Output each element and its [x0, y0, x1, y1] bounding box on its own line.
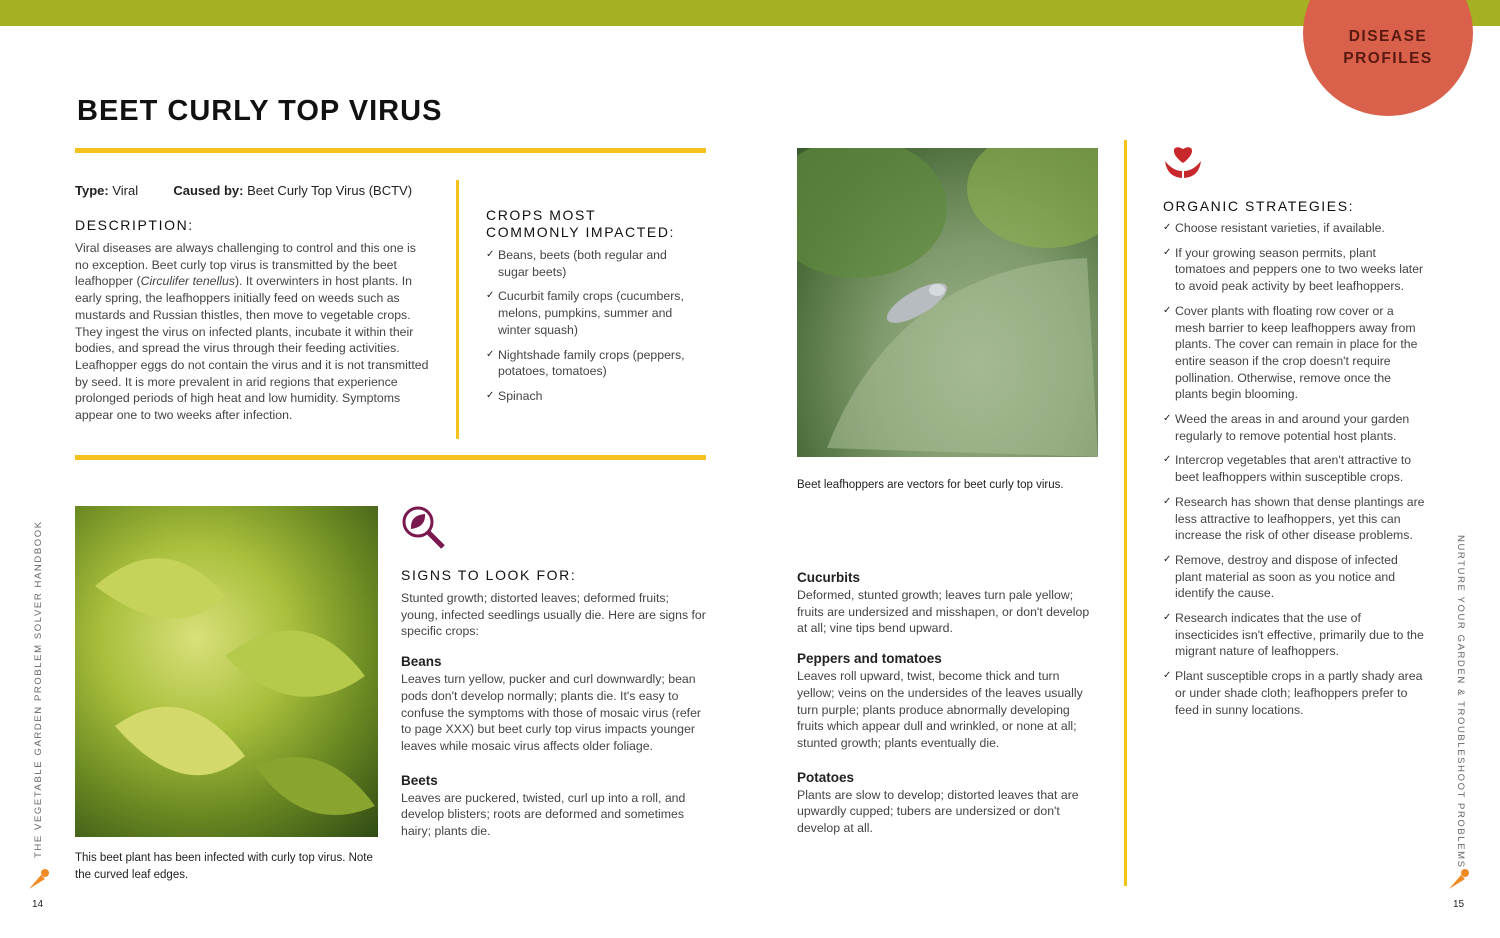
crop-sign-text: Deformed, stunted growth; leaves turn pale yellow; fruits are undersized and misshapen, or don't develop at all; vine tips bend upward.: [797, 588, 1090, 636]
badge-line-2: PROFILES: [1343, 50, 1433, 67]
top-color-bar: [0, 0, 1500, 26]
list-item: ✓ Cucurbit family crops (cucumbers, melons, pumpkins, summer and winter squash): [486, 288, 686, 338]
type-value: Viral: [112, 183, 139, 198]
list-item: ✓ Research indicates that the use of insecticides isn't effective, primarily due to the migrant nature of leafhoppers.: [1163, 610, 1425, 660]
carrot-icon: [27, 867, 51, 896]
crop-sign-text: Leaves roll upward, twist, become thick and turn yellow; veins on the undersides of the leaves usually turn purple; plants produce abnormally developing fruits which appear dull and wrinkled, or none at all; stunted growth; plants eventually die.: [797, 669, 1083, 750]
description-text-part: ). It overwinters in host plants. In early spring, the leafhoppers initially feed on weeds such as mustards and Russian thistles, then move to vegetable crops. They ingest the virus on infected plants, incubate it within their bodies, and spread the virus through their feeding activities. Leafhopper eggs do not contain the virus and it is not transmitted by seed. It is more prevalent in arid regions that experience prolonged periods of high heat and low humidity. Symptoms appear one to two weeks after infection.: [75, 274, 429, 423]
crop-name: Cucurbits: [797, 570, 861, 585]
crop-sign-peppers-tomatoes: [797, 651, 1097, 752]
heart-hands-icon: [1163, 141, 1203, 186]
signs-section: [401, 567, 706, 854]
description-section: [75, 217, 430, 424]
list-item: ✓ If your growing season permits, plant tomatoes and peppers one to two weeks later to avoid peak activity by beet leafhoppers.: [1163, 245, 1425, 295]
list-item: ✓ Choose resistant varieties, if available.: [1163, 220, 1425, 237]
crop-name: Peppers and tomatoes: [797, 651, 942, 667]
signs-intro: Stunted growth; distorted leaves; deformed fruits; young, infected seedlings usually die. Here are signs for specific crops:: [401, 591, 706, 639]
description-heading: DESCRIPTION:: [75, 217, 194, 233]
divider: [1124, 140, 1127, 886]
crop-sign-beans: [401, 654, 706, 755]
list-item: ✓ Remove, destroy and dispose of infected plant material as soon as you notice and identify the cause.: [1163, 552, 1425, 602]
crops-section: [486, 207, 686, 413]
crop-name: Potatoes: [797, 769, 855, 785]
carrot-icon: [1447, 867, 1471, 896]
crops-list: [486, 247, 686, 405]
photo2-caption: This beet plant has been infected with curly top virus. Note the curved leaf edges.: [75, 852, 373, 881]
photo1-caption: Beet leafhoppers are vectors for beet curly top virus.: [797, 479, 1064, 491]
crop-sign-text: Leaves are puckered, twisted, curl up into a roll, and develop blisters; roots are deformed and sometimes hairy; plants die.: [401, 790, 686, 839]
beet-plant-photo: [75, 506, 378, 837]
divider: [75, 148, 706, 153]
list-item: ✓ Research has shown that dense plantings are less attractive to leafhoppers, yet this can increase the risk of other disease problems.: [1163, 494, 1425, 544]
page-number-left: 14: [32, 899, 44, 910]
crops-heading: CROPS MOST COMMONLY IMPACTED:: [486, 207, 676, 240]
crop-sign-beets: [401, 773, 706, 840]
crop-name: Beets: [401, 772, 438, 788]
crop-sign-text: Leaves turn yellow, pucker and curl downwardly; bean pods don't develop normally; plants die. It's easy to confuse the symptoms with those of mosaic virus (refer to page XXX) but beet curly top virus impacts younger leaves while mosaic virus affects older foliage.: [401, 672, 702, 753]
leafhopper-photo: [797, 148, 1098, 457]
magnifier-leaf-icon: [401, 505, 447, 556]
signs-heading: SIGNS TO LOOK FOR:: [401, 567, 577, 583]
type-label: Type:: [75, 183, 109, 198]
badge-line-1: DISEASE: [1348, 28, 1428, 45]
description-text-part: Viral diseases are always challenging to control and this one is no exception. Beet curly top virus is transmitted by the beet leafhopper (: [75, 241, 416, 289]
list-item: ✓ Spinach: [486, 388, 686, 405]
cause-value: Beet Curly Top Virus (BCTV): [247, 183, 413, 198]
crop-name: Beans: [401, 654, 442, 670]
divider: [75, 455, 706, 460]
disease-meta: [75, 183, 412, 198]
list-item: ✓ Cover plants with floating row cover or a mesh barrier to keep leafhoppers away from plants. The cover can remain in place for the entire season if the crop doesn't require pollination. Otherwise, remove once the plants begin blooming.: [1163, 303, 1425, 403]
page-title: BEET CURLY TOP VIRUS: [77, 95, 443, 127]
list-item: ✓ Weed the areas in and around your garden regularly to remove potential host plants.: [1163, 411, 1425, 444]
list-item: ✓ Intercrop vegetables that aren't attractive to beet leafhoppers within susceptible crops.: [1163, 452, 1425, 485]
list-item: ✓ Beans, beets (both regular and sugar beets): [486, 247, 686, 280]
page-number-right: 15: [1453, 899, 1465, 910]
section-badge: [1303, 0, 1473, 116]
left-running-head: THE VEGETABLE GARDEN PROBLEM SOLVER HANDBOOK: [33, 520, 44, 858]
organic-list: [1163, 220, 1425, 718]
leafhopper-image: [797, 148, 1098, 457]
crop-sign-potatoes: [797, 770, 1097, 837]
beet-leaves-image: [75, 506, 378, 837]
cause-label: Caused by:: [173, 183, 244, 198]
organic-heading: ORGANIC STRATEGIES:: [1163, 198, 1355, 214]
signs-section-continued: [797, 570, 1097, 851]
divider: [456, 180, 459, 439]
crop-sign-text: Plants are slow to develop; distorted leaves that are upwardly cupped; tubers are undersized or don't develop at all.: [797, 787, 1079, 836]
right-running-head: NURTURE YOUR GARDEN & TROUBLESHOOT PROBLEMS: [1455, 535, 1466, 869]
organic-section: [1163, 198, 1425, 726]
description-text: [75, 240, 430, 424]
list-item: ✓ Plant susceptible crops in a partly shady area or under shade cloth; leafhoppers prefer to feed in sunny locations.: [1163, 668, 1425, 718]
list-item: ✓ Nightshade family crops (peppers, potatoes, tomatoes): [486, 347, 686, 380]
crop-sign-cucurbits: [797, 570, 1097, 637]
scientific-name: Circulifer tenellus: [140, 274, 235, 289]
